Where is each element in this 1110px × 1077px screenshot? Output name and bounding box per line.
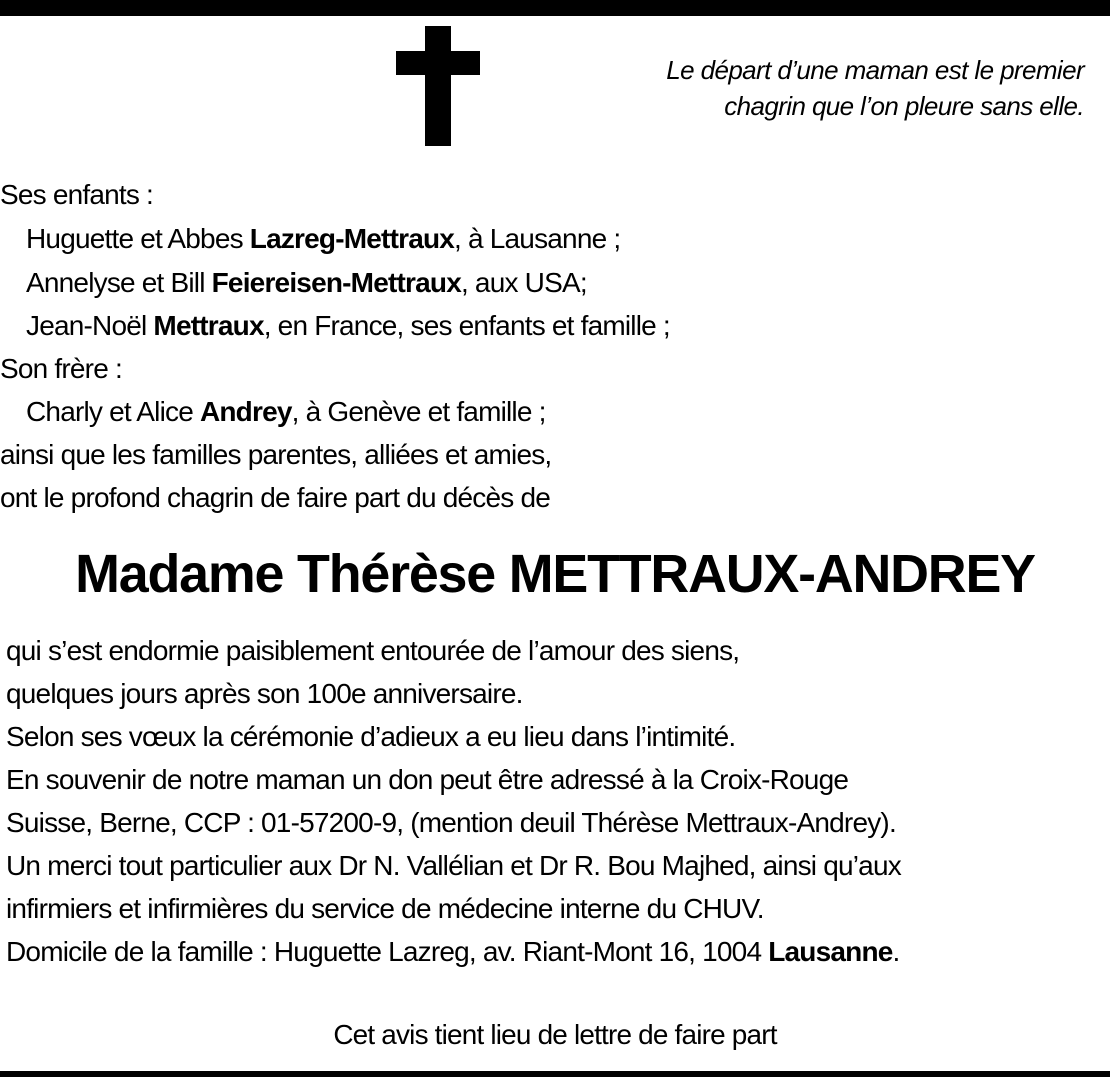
body-line-3: Selon ses vœux la cérémonie d’adieux a eu lieu dans l’intimité. [6,721,736,752]
domicile-line: Domicile de la famille : Huguette Lazreg, av. Riant-Mont 16, 1004 Lausanne. [6,936,900,967]
quote-line-1: Le départ d’une maman est le premier [666,55,1084,85]
family-name: Andrey [199,396,292,427]
epigraph-quote [564,52,1084,124]
body-line-4: En souvenir de notre maman un don peut être adressé à la Croix-Rouge [6,764,849,795]
family-name: Feiereisen-Mettraux [211,267,461,298]
body-line-6: Un merci tout particulier aux Dr N. Vallélian et Dr R. Bou Majhed, ainsi qu’aux [6,850,901,881]
children-header: Ses enfants : [0,179,154,210]
bottom-rule [0,1071,1110,1077]
announce-line: ont le profond chagrin de faire part du décès de [0,482,550,513]
others-line: ainsi que les familles parentes, alliées et amies, [0,439,552,470]
brother-header: Son frère : [0,353,122,384]
body-line-5: Suisse, Berne, CCP : 01-57200-9, (mention deuil Thérèse Mettraux-Andrey). [6,807,896,838]
quote-line-2: chagrin que l’on pleure sans elle. [724,91,1084,121]
child-line-2: Annelyse et Bill Feiereisen-Mettraux, aux USA; [26,267,587,298]
brother-line: Charly et Alice Andrey, à Genève et famille ; [26,396,546,427]
domicile-city: Lausanne [768,936,893,967]
body-line-1: qui s’est endormie paisiblement entourée de l’amour des siens, [6,635,740,666]
footer-note: Cet avis tient lieu de lettre de faire part [333,1019,777,1050]
family-name: Lazreg-Mettraux [249,223,455,254]
deceased-name: Madame Thérèse METTRAUX-ANDREY [75,544,1035,604]
cross-icon [396,26,480,146]
child-line-1: Huguette et Abbes Lazreg-Mettraux, à Lausanne ; [26,223,621,254]
family-name: Mettraux [153,310,264,341]
body-line-7: infirmiers et infirmières du service de médecine interne du CHUV. [6,893,764,924]
top-rule [0,0,1110,16]
body-line-2: quelques jours après son 100e anniversaire. [6,678,523,709]
child-line-3: Jean-Noël Mettraux, en France, ses enfants et famille ; [26,310,670,341]
